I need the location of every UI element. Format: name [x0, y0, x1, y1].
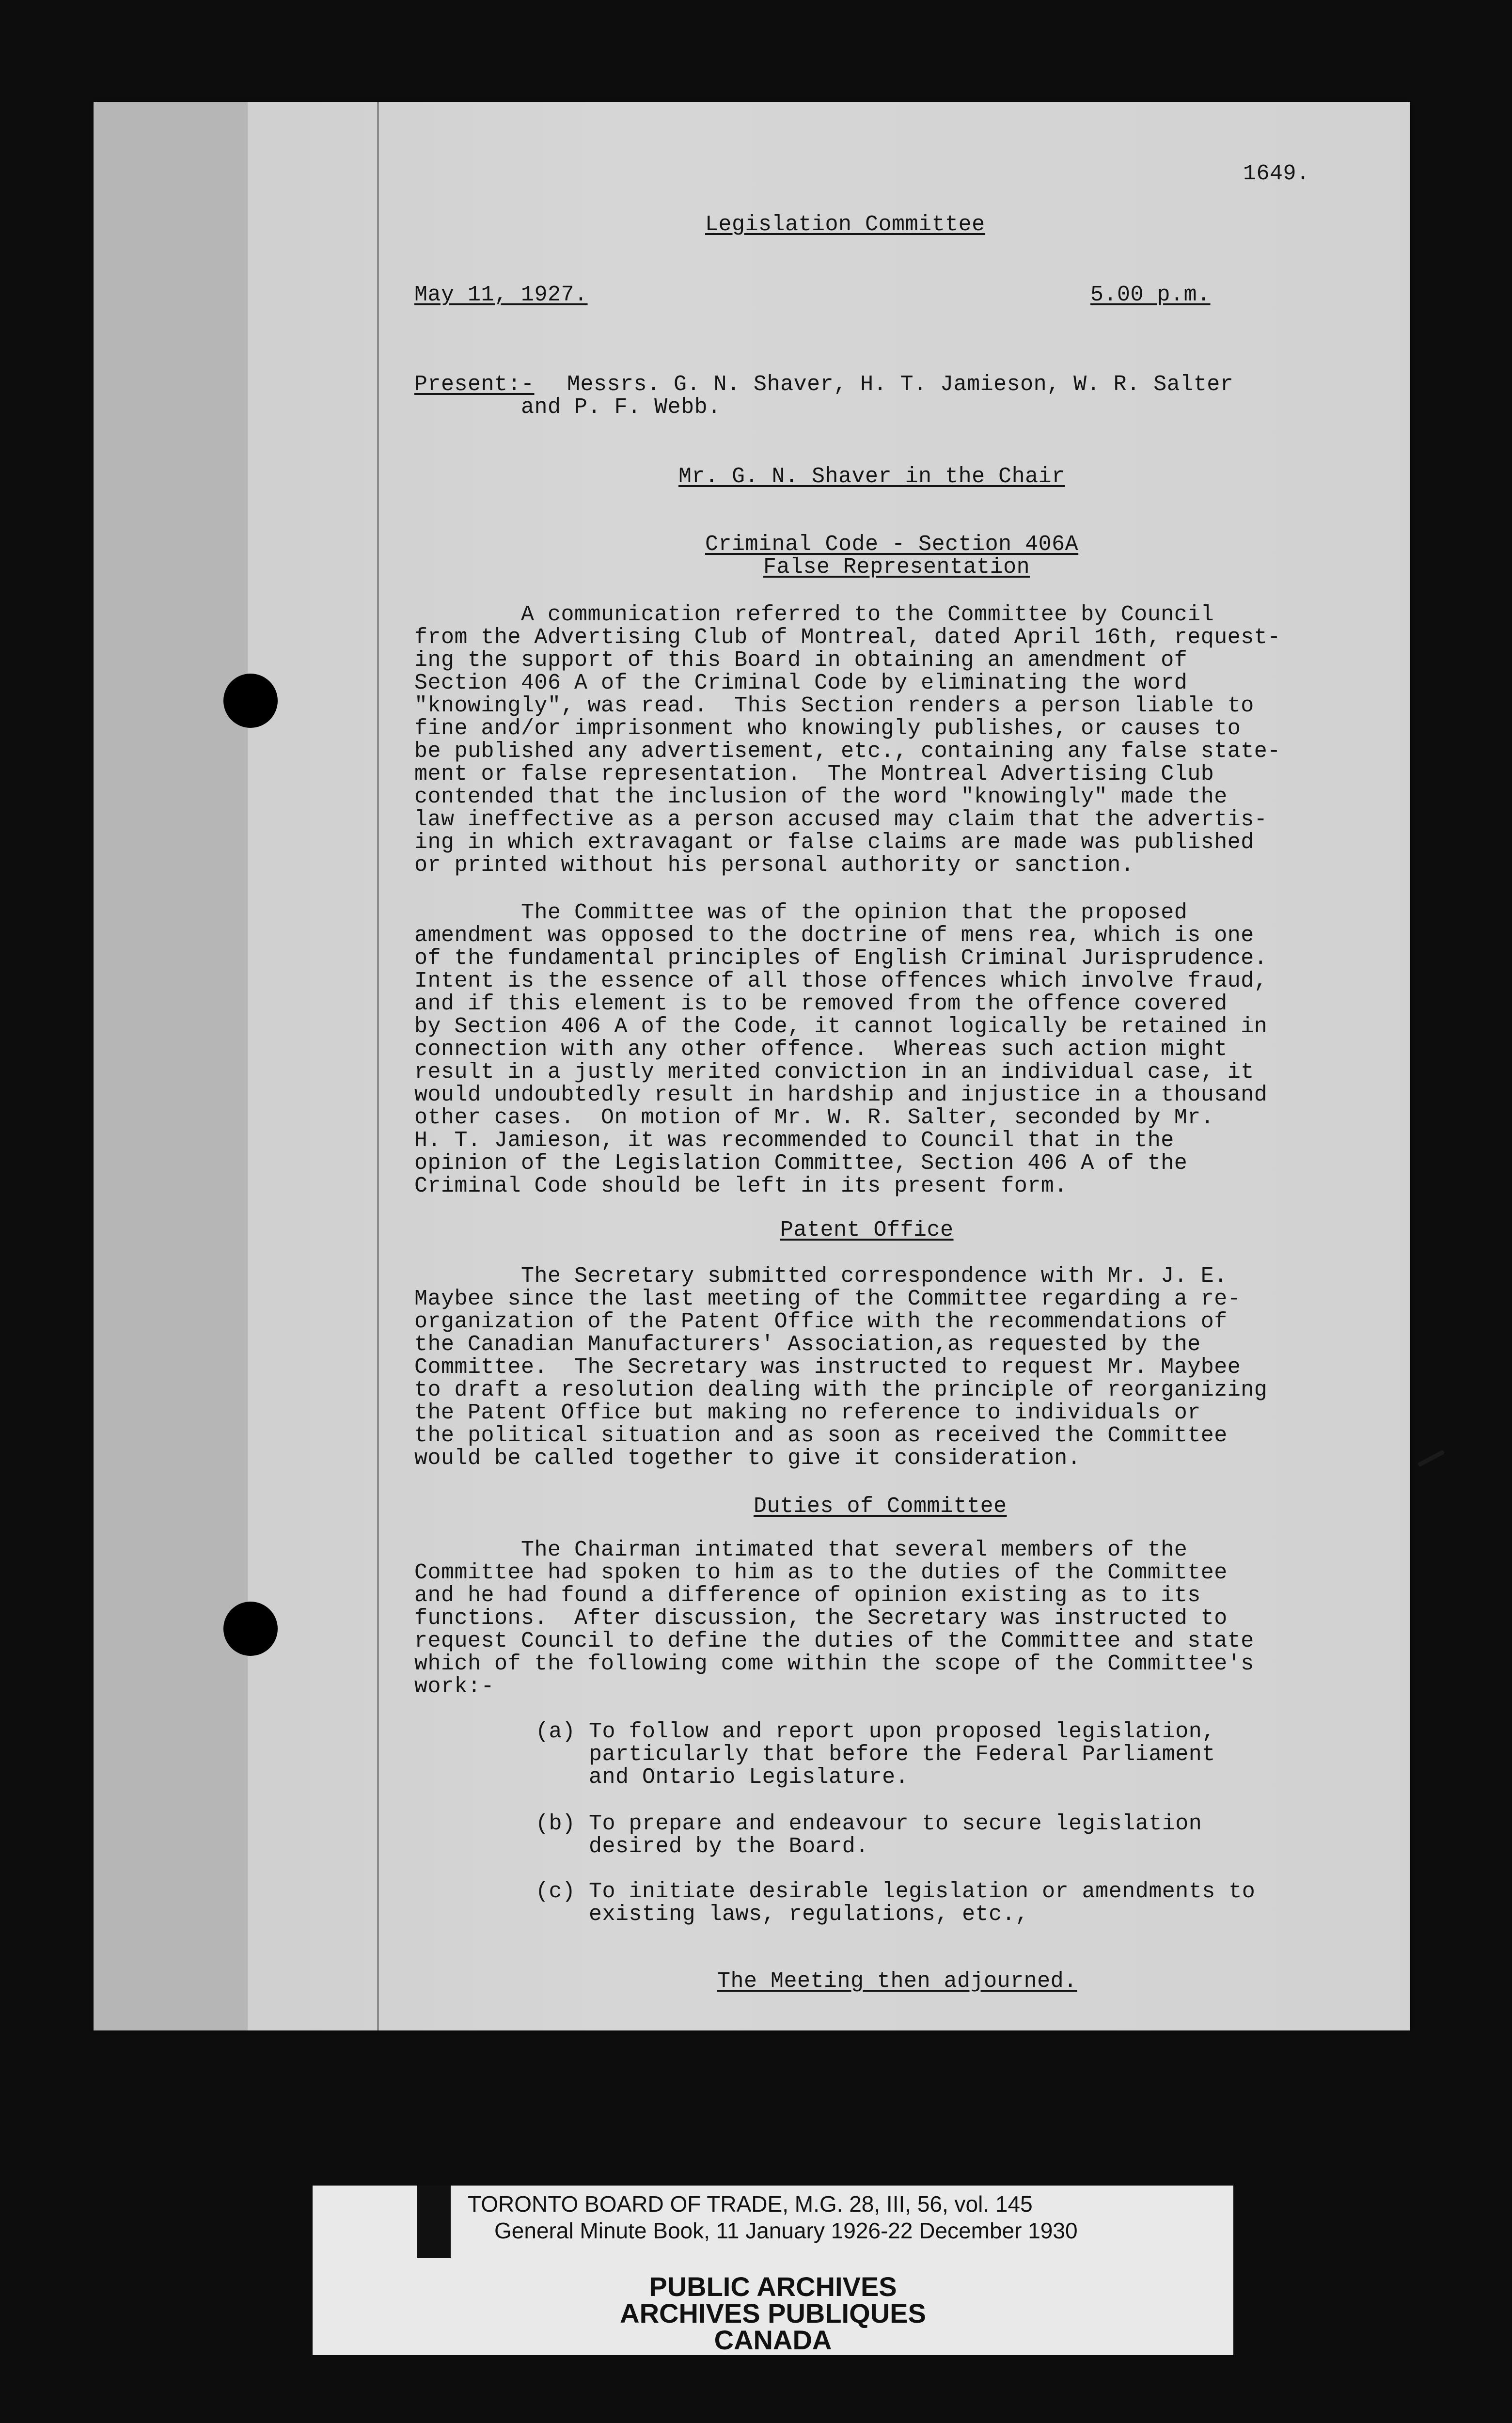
text-line: Section 406 A of the Criminal Code by eliminating the word	[414, 671, 1188, 695]
archive-label	[313, 2186, 1233, 2355]
archives-name-en: PUBLIC ARCHIVES	[649, 2271, 897, 2302]
text-line: contended that the inclusion of the word "knowingly" made the	[414, 785, 1228, 809]
page-number: 1649.	[1243, 161, 1310, 186]
text-line: (a) To follow and report upon proposed legislation,	[536, 1719, 1215, 1744]
present-names-continued: and P. F. Webb.	[414, 395, 721, 420]
text-line: organization of the Patent Office with the recommendations of	[414, 1309, 1228, 1334]
text-line: ment or false representation. The Montreal Advertising Club	[414, 762, 1214, 787]
meeting-time: 5.00 p.m.	[1090, 283, 1211, 307]
archive-volume-description: General Minute Book, 11 January 1926-22 December 1930	[494, 2218, 1078, 2243]
punch-hole-icon	[223, 674, 278, 728]
paragraph-patent-office	[414, 1265, 1316, 1470]
text-line: The Chairman intimated that several members of the	[414, 1538, 1188, 1562]
text-line: Committee. The Secretary was instructed to request Mr. Maybee	[414, 1355, 1241, 1380]
list-item	[536, 1880, 1255, 1926]
section-title: Criminal Code - Section 406A	[705, 532, 1079, 557]
text-line: and he had found a difference of opinion existing as to its	[414, 1583, 1201, 1608]
document-title: Legislation Committee	[705, 212, 985, 237]
text-line: and Ontario Legislature.	[536, 1765, 909, 1790]
patent-office-heading: Patent Office	[780, 1218, 954, 1243]
text-line: Maybee since the last meeting of the Committee regarding a re-	[414, 1287, 1241, 1311]
label-tab	[417, 2186, 451, 2258]
text-line: (b) To prepare and endeavour to secure legislation	[536, 1811, 1202, 1836]
text-line: The Committee was of the opinion that the proposed	[414, 900, 1188, 925]
text-line: The Secretary submitted correspondence with Mr. J. E.	[414, 1264, 1228, 1289]
archives-name-fr: ARCHIVES PUBLIQUES	[620, 2298, 926, 2329]
text-line: which of the following come within the scope of the Committee's	[414, 1652, 1254, 1676]
list-item	[536, 1720, 1215, 1789]
text-line: opinion of the Legislation Committee, Section 406 A of the	[414, 1151, 1188, 1176]
text-line: particularly that before the Federal Parliament	[536, 1742, 1215, 1767]
duties-heading: Duties of Committee	[754, 1494, 1007, 1519]
text-line: connection with any other offence. Whereas such action might	[414, 1037, 1228, 1062]
adjourned-note: The Meeting then adjourned.	[717, 1969, 1077, 1994]
text-line: the political situation and as soon as received the Committee	[414, 1423, 1228, 1448]
text-line: ing in which extravagant or false claims are made was published	[414, 830, 1254, 855]
text-line: H. T. Jamieson, it was recommended to Council that in the	[414, 1128, 1174, 1153]
text-line: Intent is the essence of all those offences which involve fraud,	[414, 969, 1268, 993]
paragraph-advertising-club	[414, 603, 1316, 877]
text-line: from the Advertising Club of Montreal, dated April 16th, request-	[414, 625, 1281, 650]
page-binding-shade	[94, 102, 248, 2030]
paragraph-committee-opinion	[414, 901, 1316, 1197]
text-line: "knowingly", was read. This Section renders a person liable to	[414, 693, 1254, 718]
punch-hole-icon	[223, 1602, 278, 1656]
section-subtitle: False Representation	[763, 555, 1030, 580]
meeting-date: May 11, 1927.	[414, 283, 588, 307]
present-label: Present:-	[414, 372, 535, 397]
text-line: by Section 406 A of the Code, it cannot logically be retained in	[414, 1014, 1268, 1039]
text-line: fine and/or imprisonment who knowingly publishes, or causes to	[414, 716, 1241, 741]
chair-heading: Mr. G. N. Shaver in the Chair	[678, 464, 1065, 489]
text-line: law ineffective as a person accused may claim that the advertis-	[414, 807, 1268, 832]
text-line: ing the support of this Board in obtaining an amendment of	[414, 648, 1188, 673]
text-line: be published any advertisement, etc., containing any false state-	[414, 739, 1281, 764]
text-line: other cases. On motion of Mr. W. R. Salter, seconded by Mr.	[414, 1105, 1214, 1130]
archive-reference: TORONTO BOARD OF TRADE, M.G. 28, III, 56, vol. 145	[468, 2191, 1033, 2217]
text-line: Committee had spoken to him as to the duties of the Committee	[414, 1560, 1228, 1585]
text-line: the Patent Office but making no reference to individuals or	[414, 1400, 1201, 1425]
text-line: Criminal Code should be left in its present form.	[414, 1174, 1068, 1198]
text-line: functions. After discussion, the Secretary was instructed to	[414, 1606, 1228, 1631]
text-line: work:-	[414, 1674, 495, 1699]
paragraph-duties	[414, 1539, 1316, 1698]
text-line: and if this element is to be removed from the offence covered	[414, 991, 1228, 1016]
text-line: request Council to define the duties of the Committee and state	[414, 1629, 1254, 1653]
archives-country: CANADA	[714, 2325, 832, 2355]
text-line: to draft a resolution dealing with the principle of reorganizing	[414, 1378, 1268, 1402]
text-line: the Canadian Manufacturers' Association,as requested by the	[414, 1332, 1201, 1357]
text-line: (c) To initiate desirable legislation or amendments to	[536, 1879, 1256, 1904]
margin-rule	[377, 102, 379, 2030]
text-line: amendment was opposed to the doctrine of mens rea, which is one	[414, 923, 1254, 948]
text-line: would undoubtedly result in hardship and injustice in a thousand	[414, 1083, 1268, 1107]
text-line: desired by the Board.	[536, 1834, 869, 1859]
text-line: A communication referred to the Committee by Council	[414, 602, 1214, 627]
text-line: result in a justly merited conviction in an individual case, it	[414, 1060, 1254, 1085]
text-line: would be called together to give it consideration.	[414, 1446, 1081, 1471]
present-names: Messrs. G. N. Shaver, H. T. Jamieson, W. R. Salter	[567, 372, 1234, 397]
text-line: of the fundamental principles of English Criminal Jurisprudence.	[414, 946, 1268, 971]
text-line: existing laws, regulations, etc.,	[536, 1902, 1029, 1927]
pencil-tick-mark	[1417, 1449, 1445, 1467]
text-line: or printed without his personal authority or sanction.	[414, 853, 1134, 878]
list-item	[536, 1812, 1202, 1858]
